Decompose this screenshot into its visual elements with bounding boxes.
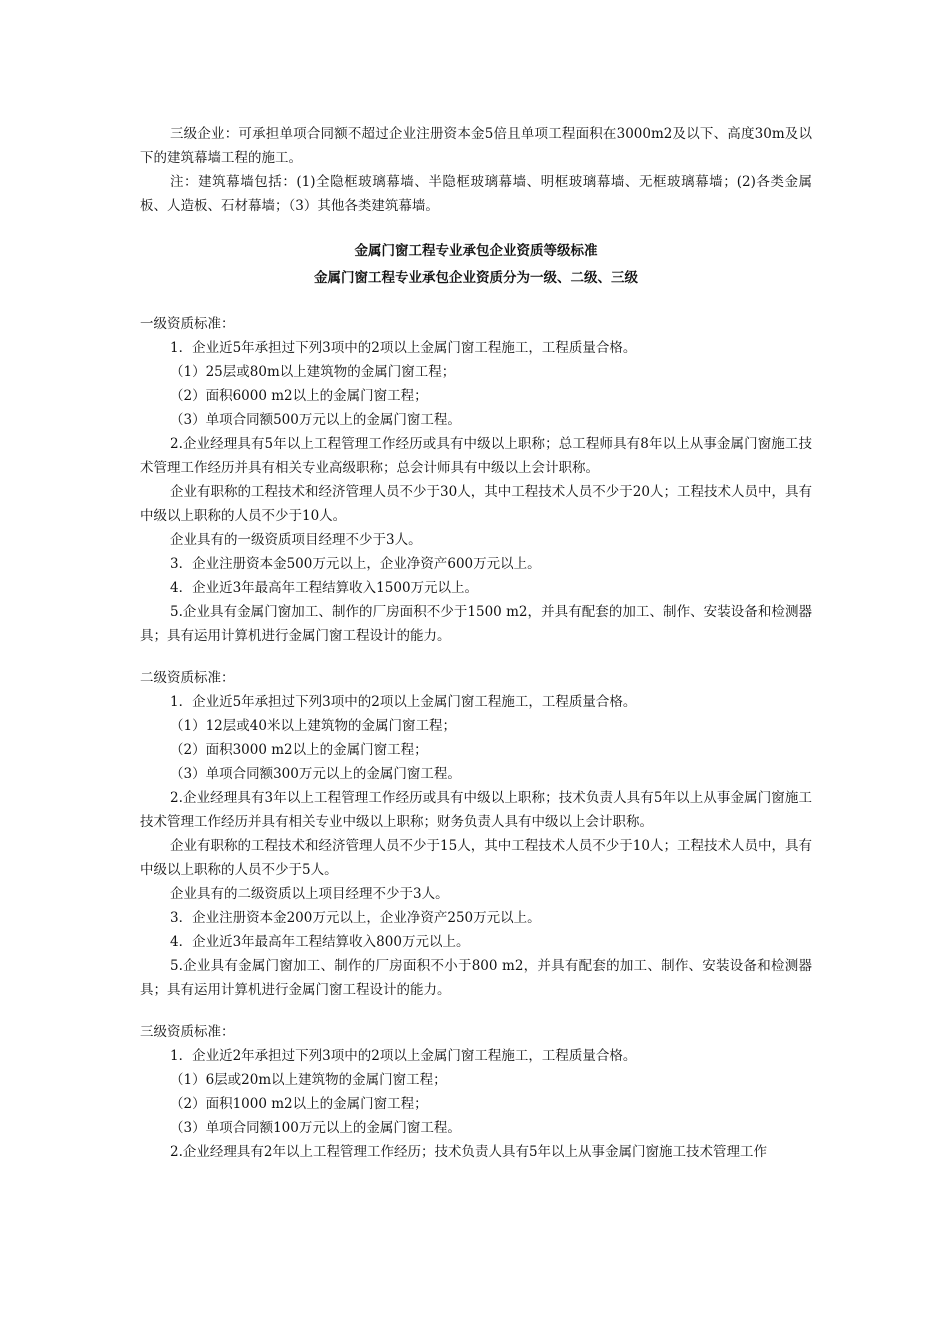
document-title: 金属门窗工程专业承包企业资质等级标准 <box>354 243 598 259</box>
level2-item: 企业具有的二级资质以上项目经理不少于3人。 <box>170 886 449 902</box>
level2-item: （1）12层或40米以上建筑物的金属门窗工程； <box>170 718 456 734</box>
level3-item: （1）6层或20m以上建筑物的金属门窗工程； <box>170 1072 447 1088</box>
level1-item: 5.企业具有金属门窗加工、制作的厂房面积不少于1500 m2，并具有配套的加工、制作、安装设备和检测器具；具有运用计算机进行金属门窗工程设计的能力。 <box>140 604 812 644</box>
level2-item: 4．企业近3年最高年工程结算收入800万元以上。 <box>170 934 470 950</box>
level1-item: 4．企业近3年最高年工程结算收入1500万元以上。 <box>170 580 479 596</box>
level2-item: （3）单项合同额300万元以上的金属门窗工程。 <box>170 766 461 782</box>
level1-item: 1．企业近5年承担过下列3项中的2项以上金属门窗工程施工，工程质量合格。 <box>170 340 637 356</box>
level2-item: 3．企业注册资本金200万元以上，企业净资产250万元以上。 <box>170 910 541 926</box>
level1-item: 企业具有的一级资质项目经理不少于3人。 <box>170 532 422 548</box>
level2-item: 企业有职称的工程技术和经济管理人员不少于15人，其中工程技术人员不少于10人；工程技术人员中，具有中级以上职称的人员不少于5人。 <box>140 838 812 878</box>
level2-item: （2）面积3000 m2以上的金属门窗工程； <box>170 742 428 758</box>
document-subtitle: 金属门窗工程专业承包企业资质分为一级、二级、三级 <box>314 270 638 286</box>
level1-item: 3．企业注册资本金500万元以上，企业净资产600万元以上。 <box>170 556 541 572</box>
level3-item: 2.企业经理具有2年以上工程管理工作经历；技术负责人具有5年以上从事金属门窗施工技术管理工作 <box>170 1144 768 1160</box>
level1-item: （3）单项合同额500万元以上的金属门窗工程。 <box>170 412 461 428</box>
level1-label: 一级资质标准： <box>140 316 235 332</box>
level3-item: 1．企业近2年承担过下列3项中的2项以上金属门窗工程施工，工程质量合格。 <box>170 1048 637 1064</box>
level1-item: （1）25层或80m以上建筑物的金属门窗工程； <box>170 364 456 380</box>
level1-item: 2.企业经理具有5年以上工程管理工作经历或具有中级以上职称；总工程师具有8年以上从事金属门窗施工技术管理工作经历并具有相关专业高级职称；总会计师具有中级以上会计职称。 <box>140 436 812 476</box>
level3-item: （3）单项合同额100万元以上的金属门窗工程。 <box>170 1120 461 1136</box>
level2-label: 二级资质标准： <box>140 670 235 686</box>
document-body <box>140 122 812 1164</box>
paragraph-grade3-curtain-wall: 三级企业：可承担单项合同额不超过企业注册资本金5倍且单项工程面积在3000m2及以下、高度30m及以下的建筑幕墙工程的施工。 <box>140 126 812 166</box>
level1-item: 企业有职称的工程技术和经济管理人员不少于30人，其中工程技术人员不少于20人；工程技术人员中，具有中级以上职称的人员不少于10人。 <box>140 484 812 524</box>
level2-item: 2.企业经理具有3年以上工程管理工作经历或具有中级以上职称；技术负责人具有5年以上从事金属门窗施工技术管理工作经历并具有相关专业中级以上职称；财务负责人具有中级以上会计职称。 <box>140 790 812 830</box>
level3-label: 三级资质标准： <box>140 1024 235 1040</box>
level2-item: 5.企业具有金属门窗加工、制作的厂房面积不小于800 m2，并具有配套的加工、制作、安装设备和检测器具；具有运用计算机进行金属门窗工程设计的能力。 <box>140 958 812 998</box>
paragraph-note-curtain-wall: 注：建筑幕墙包括：(1)全隐框玻璃幕墙、半隐框玻璃幕墙、明框玻璃幕墙、无框玻璃幕墙；(2)各类金属板、人造板、石材幕墙；（3）其他各类建筑幕墙。 <box>140 174 812 214</box>
level3-item: （2）面积1000 m2以上的金属门窗工程； <box>170 1096 428 1112</box>
level1-item: （2）面积6000 m2以上的金属门窗工程； <box>170 388 428 404</box>
level2-item: 1．企业近5年承担过下列3项中的2项以上金属门窗工程施工，工程质量合格。 <box>170 694 637 710</box>
